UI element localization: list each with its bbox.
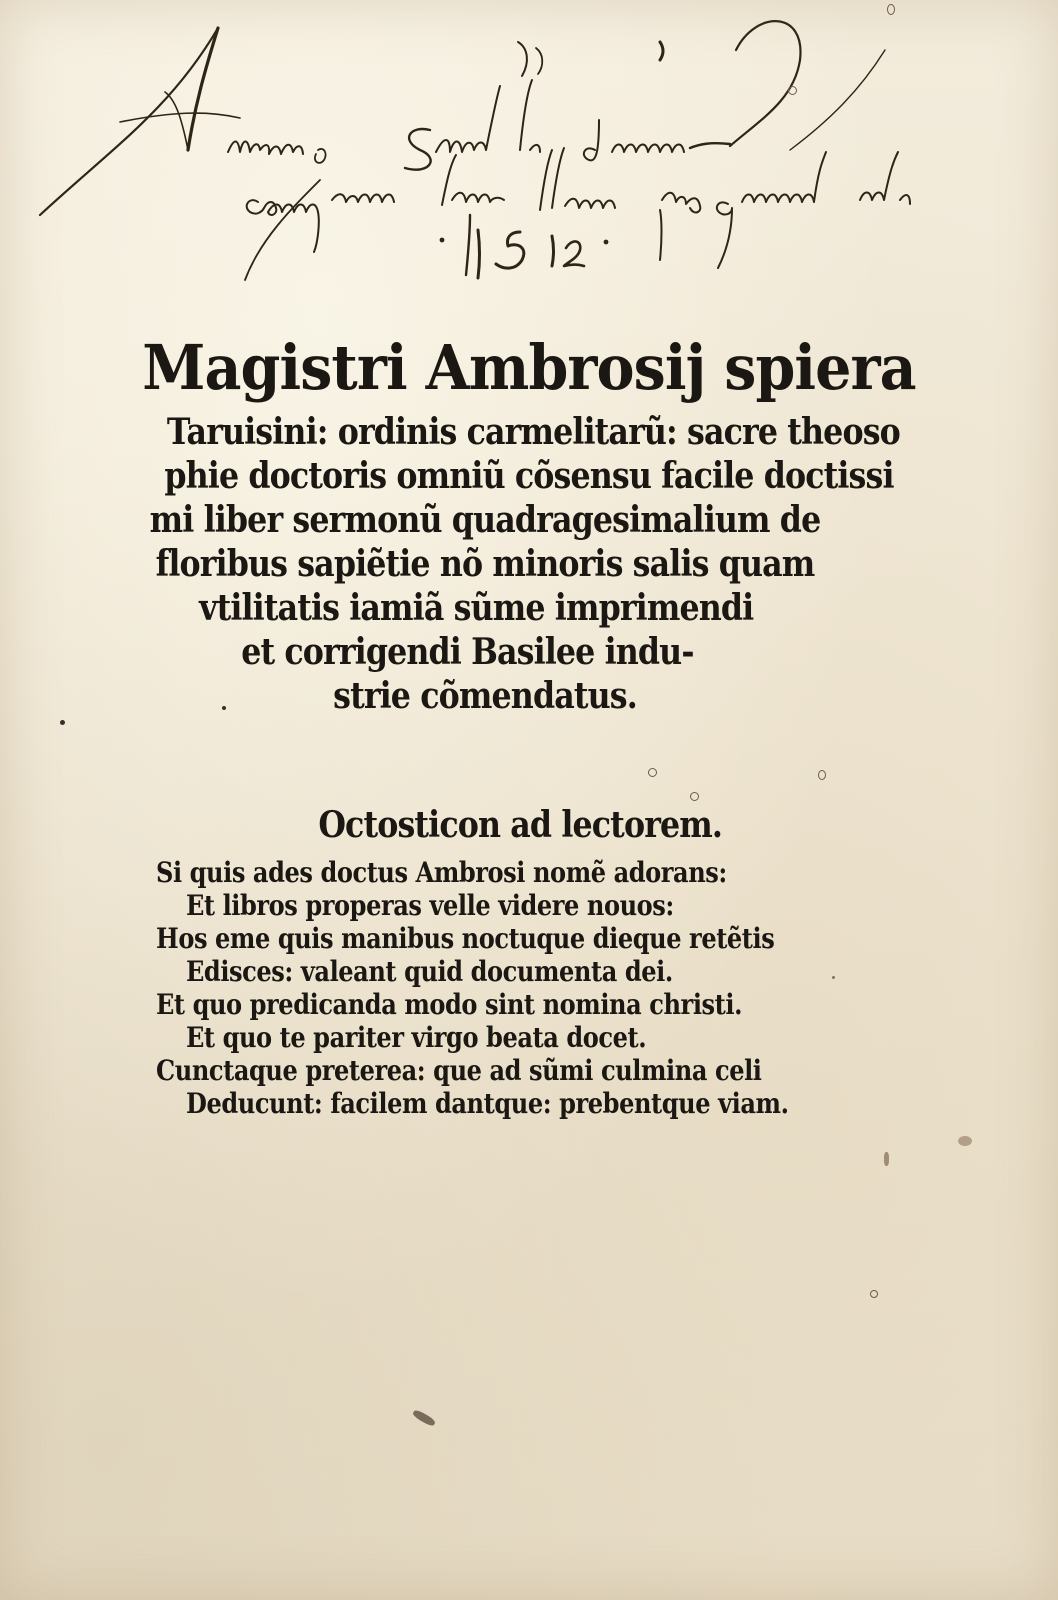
- title-line: floribus sapiẽtie nõ minoris salis quam: [155, 543, 815, 585]
- octostichon-heading: Octosticon ad lectorem.: [318, 804, 723, 846]
- verse-line: Si quis ades doctus Ambrosi nomẽ adorans:: [156, 856, 727, 889]
- verse-line: Cunctaque preterea: que ad sũmi culmina celi: [156, 1054, 762, 1087]
- verse-line: Hos eme quis manibus noctuque dieque retẽtis: [156, 922, 775, 955]
- stain: [884, 1152, 889, 1166]
- paper-speck: [870, 1290, 878, 1298]
- title-first-line: Magistri Ambrosij spiera: [142, 331, 916, 404]
- title-line: strie cõmendatus.: [333, 675, 637, 717]
- paper-speck: [818, 770, 826, 780]
- printed-title: [0, 330, 1058, 718]
- paper-speck: [788, 86, 797, 95]
- title-line: vtilitatis iamiã sũme imprimendi: [199, 587, 754, 629]
- verse-line: Et quo te pariter virgo beata docet.: [186, 1021, 647, 1054]
- stain: [958, 1136, 972, 1146]
- handwritten-inscription: [0, 0, 1058, 310]
- paper-speck: [648, 768, 657, 777]
- ink-speck: [832, 976, 835, 979]
- verse-line: Et libros properas velle videre nouos:: [186, 889, 674, 922]
- ink-speck: [60, 720, 65, 725]
- title-line: phie doctoris omniũ cõsensu facile doctissi: [164, 455, 894, 497]
- verse-line: Edisces: valeant quid documenta dei.: [186, 955, 673, 988]
- ink-speck: [222, 706, 226, 710]
- title-line: mi liber sermonũ quadragesimalium de: [149, 499, 821, 541]
- paper-speck: [690, 792, 699, 801]
- verse-line: Et quo predicanda modo sint nomina christi.: [156, 988, 743, 1021]
- title-line: et corrigendi Basilee indu-: [241, 631, 694, 673]
- stain: [412, 1409, 437, 1428]
- verse-line: Deducunt: facilem dantque: prebentque viam.: [186, 1087, 789, 1120]
- paper-speck: [887, 4, 895, 15]
- octostichon: [0, 800, 1058, 1120]
- title-line: Taruisini: ordinis carmelitarũ: sacre theoso: [166, 411, 900, 453]
